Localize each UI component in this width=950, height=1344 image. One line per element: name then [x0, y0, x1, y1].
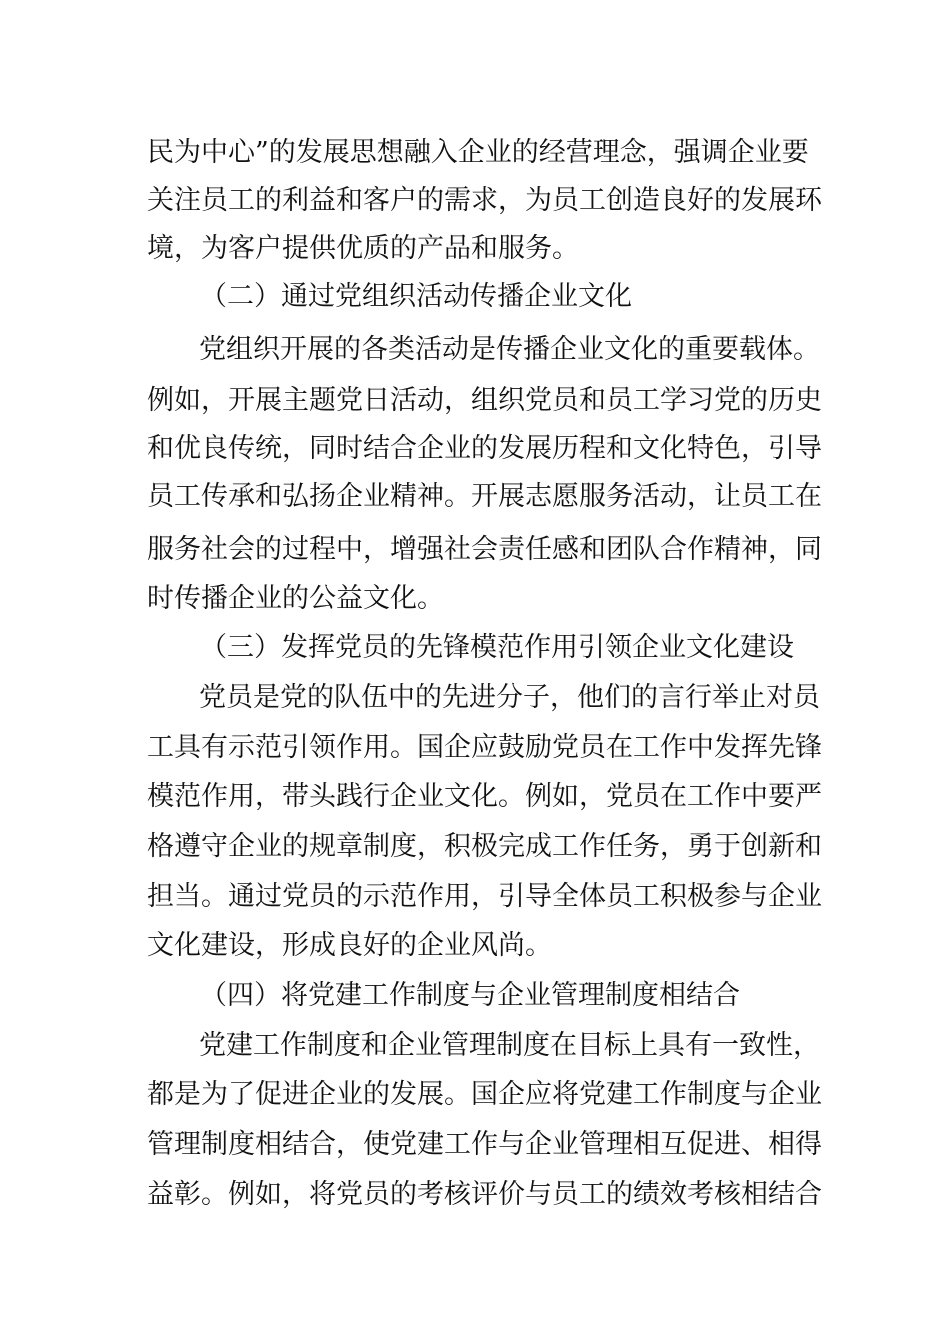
paragraph-line: 党建工作制度和企业管理制度在目标上具有一致性，: [199, 1030, 820, 1061]
paragraph-line: 管理制度相结合，使党建工作与企业管理相互促进、相得: [147, 1129, 822, 1160]
paragraph-line: 模范作用，带头践行企业文化。例如，党员在工作中要严: [147, 781, 822, 812]
paragraph-line: 关注员工的利益和客户的需求，为员工创造良好的发展环: [147, 185, 822, 216]
paragraph-line: 益彰。例如，将党员的考核评价与员工的绩效考核相结合: [147, 1179, 822, 1210]
paragraph-line: 时传播企业的公益文化。: [147, 583, 444, 614]
section-heading: （二）通过党组织活动传播企业文化: [200, 281, 632, 312]
paragraph-line: 工具有示范引领作用。国企应鼓励党员在工作中发挥先锋: [147, 732, 822, 763]
section-heading: （三）发挥党员的先锋模范作用引领企业文化建设: [200, 632, 794, 663]
section-heading: （四）将党建工作制度与企业管理制度相结合: [200, 980, 740, 1011]
paragraph-line: 党员是党的队伍中的先进分子，他们的言行举止对员: [199, 682, 820, 713]
paragraph-line: 党组织开展的各类活动是传播企业文化的重要载体。: [199, 334, 820, 365]
paragraph-line: 例如，开展主题党日活动，组织党员和员工学习党的历史: [147, 385, 822, 416]
paragraph-line: 境，为客户提供优质的产品和服务。: [147, 233, 579, 264]
paragraph-line: 都是为了促进企业的发展。国企应将党建工作制度与企业: [147, 1079, 822, 1110]
paragraph-line: 担当。通过党员的示范作用，引导全体员工积极参与企业: [147, 881, 822, 912]
paragraph-line: 和优良传统，同时结合企业的发展历程和文化特色，引导: [147, 433, 822, 464]
paragraph-line: 员工传承和弘扬企业精神。开展志愿服务活动，让员工在: [147, 481, 822, 512]
paragraph-line: 服务社会的过程中，增强社会责任感和团队合作精神，同: [147, 534, 822, 565]
paragraph-line: 民为中心”的发展思想融入企业的经营理念，强调企业要: [147, 137, 809, 168]
paragraph-line: 文化建设，形成良好的企业风尚。: [147, 930, 552, 961]
paragraph-line: 格遵守企业的规章制度，积极完成工作任务，勇于创新和: [147, 831, 822, 862]
